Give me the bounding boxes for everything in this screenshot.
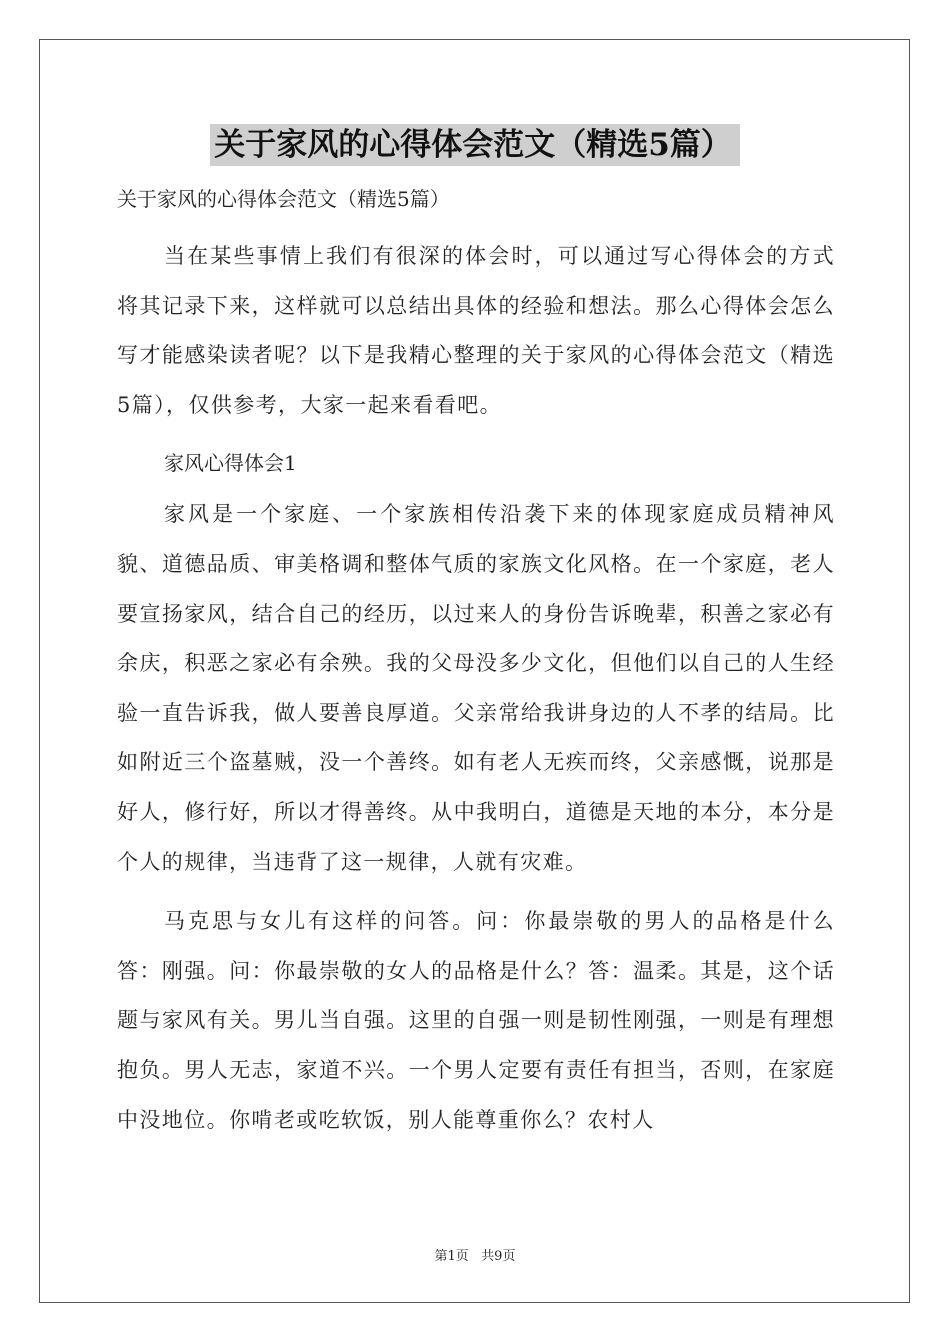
title-container [0,124,950,166]
section-heading: 家风心得体会1 [164,451,297,476]
document-subtitle: 关于家风的心得体会范文（精选5篇） [117,187,450,211]
document-title: 关于家风的心得体会范文（精选5篇） [210,124,740,166]
body-paragraph-2: 马克思与女儿有这样的问答。问：你最崇敬的男人的品格是什么答：刚强。问：你最崇敬的女人的品格是什么？答：温柔。其是，这个话题与家风有关。男儿当自强。这里的自强一则是韧性刚强，一则是有理想抱负。男人无志，家道不兴。一个男人定要有责任有担当，否则，在家庭中没地位。你啃老或吃软饭，别人能尊重你么？农村人 [117,909,835,1132]
body-paragraph-1: 家风是一个家庭、一个家族相传沿袭下来的体现家庭成员精神风貌、道德品质、审美格调和整体气质的家族文化风格。在一个家庭，老人要宣扬家风，结合自己的经历，以过来人的身份告诉晚辈，积善之家必有余庆，积恶之家必有余殃。我的父母没多少文化，但他们以自己的人生经验一直告诉我，做人要善良厚道。父亲常给我讲身边的人不孝的结局。比如附近三个盗墓贼，没一个善终。如有老人无疾而终，父亲感慨，说那是好人，修行好，所以才得善终。从中我明白，道德是天地的本分，本分是个人的规律，当违背了这一规律，人就有灾难。 [117,502,835,874]
intro-paragraph: 当在某些事情上我们有很深的体会时，可以通过写心得体会的方式将其记录下来，这样就可以总结出具体的经验和想法。那么心得体会怎么写才能感染读者呢？以下是我精心整理的关于家风的心得体会范文（精选5篇），仅供参考，大家一起来看看吧。 [117,244,835,417]
document-body [117,183,835,1145]
page-footer: 第1页 共9页 [434,1249,516,1264]
